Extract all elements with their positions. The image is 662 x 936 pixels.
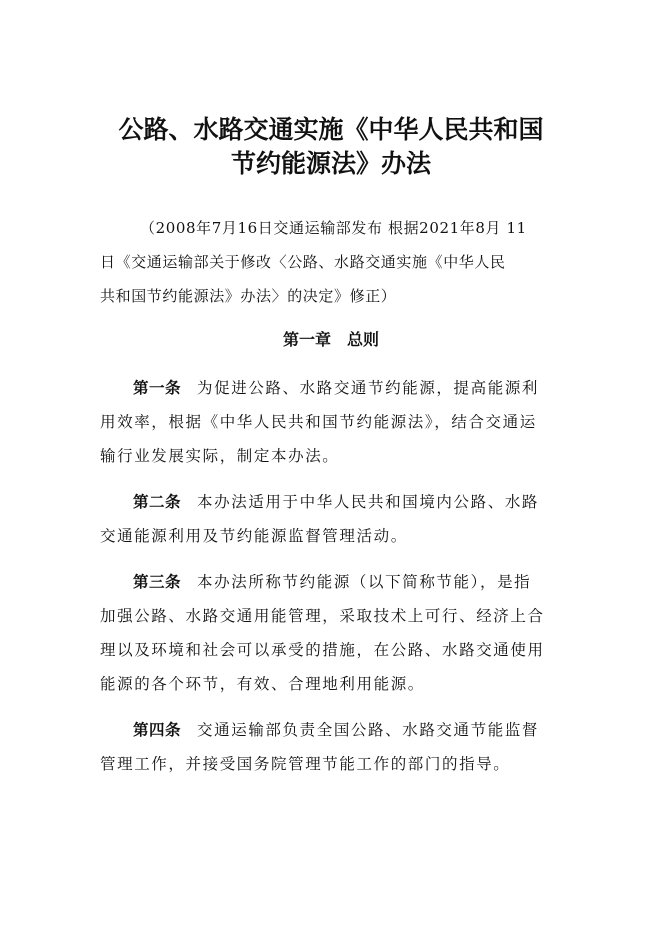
article-3-label: 第三条	[133, 573, 182, 591]
article-1-line-1	[133, 371, 603, 405]
chapter-heading: 第一章 总则	[282, 330, 379, 349]
article-1-line-2: 用效率，根据《中华人民共和国节约能源法》，结合交通运	[100, 413, 537, 431]
amendment-note-line-1: （2008年7月16日交通运输部发布 根据2021年8月 11	[140, 219, 527, 237]
article-3-text: 本办法所称节约能源（以下简称节能），是指	[197, 573, 532, 591]
document-title-line-2: 节约能源法》办法	[230, 149, 431, 178]
article-1-line-3: 输行业发展实际，制定本办法。	[100, 447, 340, 465]
article-3-line-3: 理以及环境和社会可以承受的措施，在公路、水路交通使用	[100, 641, 545, 659]
article-4-line-2: 管理工作，并接受国务院管理节能工作的部门的指导。	[100, 755, 511, 773]
article-4-line-1	[133, 713, 603, 747]
amendment-note-line-3: 共和国节约能源法》办法〉的决定》修正）	[100, 287, 397, 305]
article-4-label: 第四条	[133, 721, 182, 739]
article-1-text: 为促进公路、水路交通节约能源，提高能源利	[197, 379, 540, 397]
article-2-line-1	[133, 485, 603, 519]
article-4-text: 交通运输部负责全国公路、水路交通节能监督	[197, 721, 540, 739]
article-2-label: 第二条	[133, 493, 182, 511]
document-title-line-1: 公路、水路交通实施《中华人民共和国	[118, 115, 544, 144]
article-2-line-2: 交通能源利用及节约能源监督管理活动。	[100, 527, 408, 545]
article-3-line-4: 能源的各个环节，有效、合理地利用能源。	[100, 675, 425, 693]
article-3-line-1	[133, 565, 603, 599]
article-1-label: 第一条	[133, 379, 182, 397]
amendment-note-line-2: 日《交通运输部关于修改〈公路、水路交通实施《中华人民	[100, 253, 506, 271]
article-3-line-2: 加强公路、水路交通用能管理，采取技术上可行、经济上合	[100, 607, 545, 625]
article-2-text: 本办法适用于中华人民共和国境内公路、水路	[197, 493, 540, 511]
